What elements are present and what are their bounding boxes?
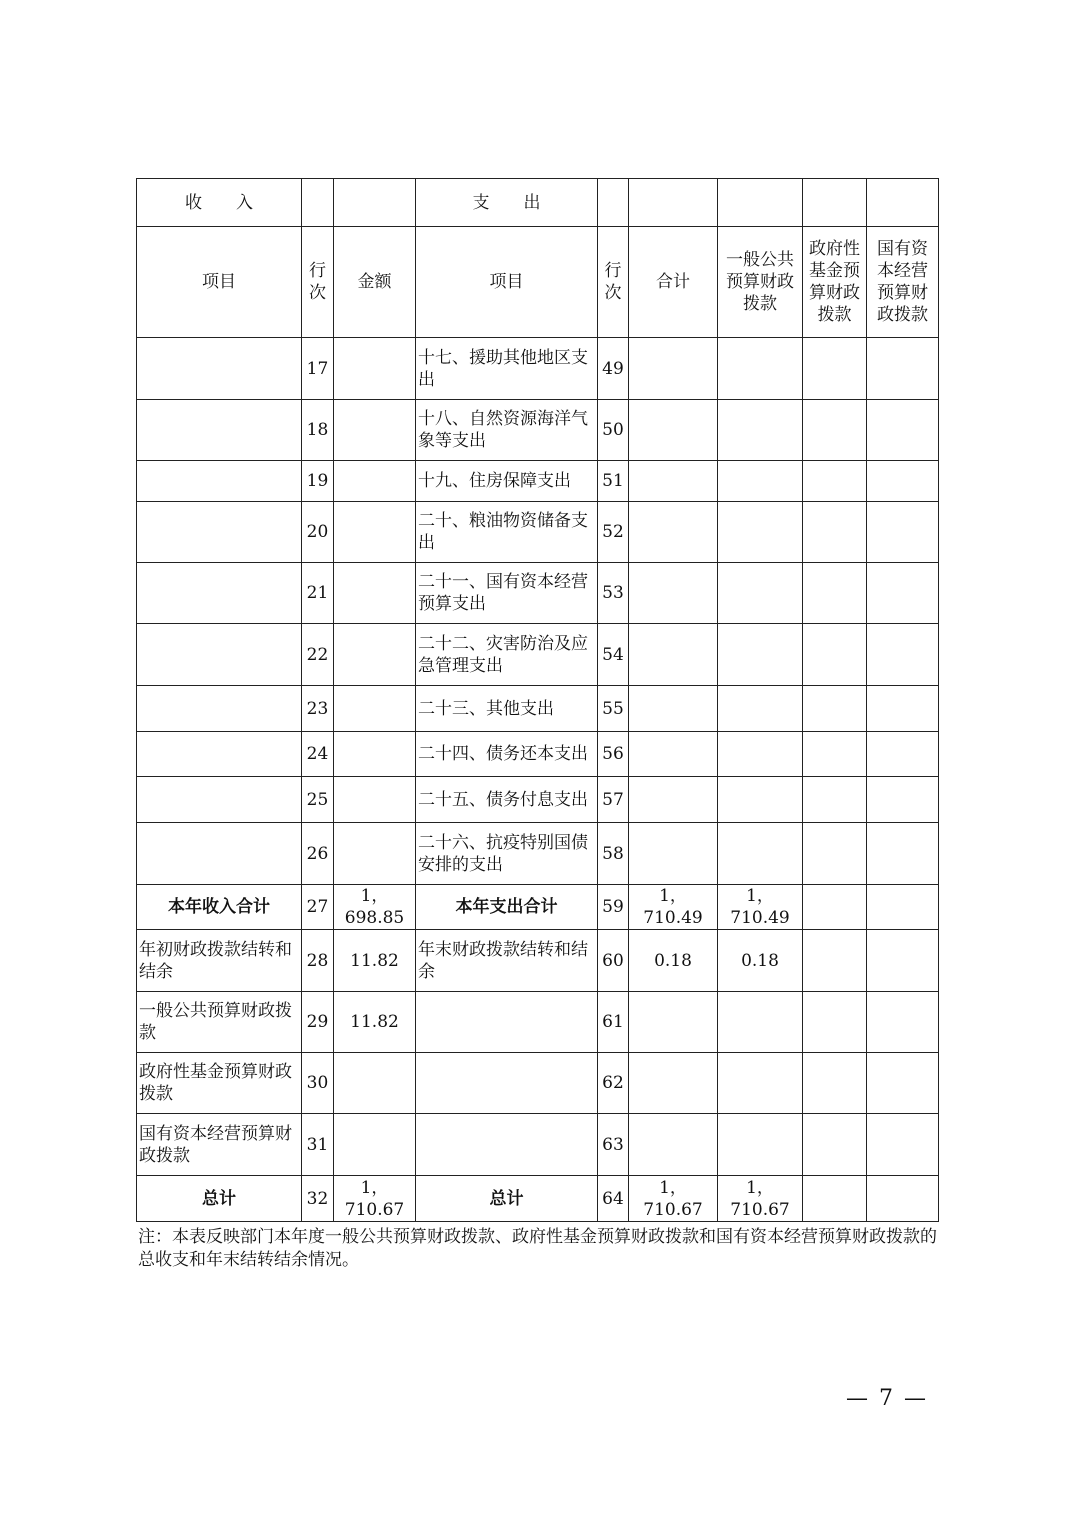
header-total: 合计 (629, 227, 718, 338)
state-capital-amount-cell (867, 992, 939, 1053)
state-capital-amount-cell (867, 563, 939, 624)
table-note: 注：本表反映部门本年度一般公共预算财政拨款、政府性基金预算财政拨款和国有资本经营预算财政拨款的总收支和年末结转结余情况。 (138, 1227, 937, 1270)
income-item-cell (137, 502, 302, 563)
header-income: 收 入 (137, 179, 302, 227)
fund-budget-amount-cell (803, 1176, 867, 1222)
header-blank-2 (334, 179, 416, 227)
header-fund-budget: 政府性 基金预 算财政 拨款 (803, 227, 867, 338)
income-line-no-cell: 20 (302, 502, 334, 563)
fund-budget-amount-cell (803, 777, 867, 823)
header-blank-6 (803, 179, 867, 227)
income-amount-cell (334, 823, 416, 885)
general-budget-amount-cell: 1，710.67 (718, 1176, 803, 1222)
state-capital-amount-cell (867, 1053, 939, 1114)
fund-budget-amount-cell (803, 1114, 867, 1176)
expense-total-cell (629, 732, 718, 777)
fund-budget-amount-cell (803, 686, 867, 732)
income-amount-cell: 1，710.67 (334, 1176, 416, 1222)
expense-total-cell (629, 461, 718, 502)
table-row (137, 885, 939, 930)
expense-item-cell (416, 992, 598, 1053)
page-number: — 7 — (846, 1386, 928, 1411)
expense-total-cell: 1，710.67 (629, 1176, 718, 1222)
expense-total-cell (629, 992, 718, 1053)
expense-item-cell: 二十、粮油物资储备支出 (416, 502, 598, 563)
general-budget-amount-cell (718, 732, 803, 777)
header-blank-5 (718, 179, 803, 227)
fund-budget-amount-cell (803, 338, 867, 400)
expense-item-cell (416, 1114, 598, 1176)
expense-item-cell: 十八、自然资源海洋气象等支出 (416, 400, 598, 461)
table-row (137, 930, 939, 992)
general-budget-amount-cell (718, 624, 803, 686)
header-expense-item: 项目 (416, 227, 598, 338)
general-budget-amount-cell (718, 1114, 803, 1176)
state-capital-amount-cell (867, 777, 939, 823)
header-income-item: 项目 (137, 227, 302, 338)
expense-total-cell (629, 1114, 718, 1176)
expense-total-cell (629, 777, 718, 823)
table-row (137, 502, 939, 563)
income-line-no-cell: 27 (302, 885, 334, 930)
general-budget-amount-cell (718, 502, 803, 563)
expense-line-no-cell: 53 (598, 563, 629, 624)
income-item-cell (137, 338, 302, 400)
fund-budget-amount-cell (803, 1053, 867, 1114)
fund-budget-amount-cell (803, 624, 867, 686)
expense-total-cell (629, 563, 718, 624)
income-item-cell (137, 777, 302, 823)
income-amount-cell (334, 502, 416, 563)
expense-line-no-cell: 59 (598, 885, 629, 930)
expense-total-cell (629, 624, 718, 686)
table-row (137, 992, 939, 1053)
table-row (137, 400, 939, 461)
fund-budget-amount-cell (803, 502, 867, 563)
header-blank-7 (867, 179, 939, 227)
table-row (137, 823, 939, 885)
general-budget-amount-cell: 1，710.49 (718, 885, 803, 930)
state-capital-amount-cell (867, 686, 939, 732)
table-row (137, 732, 939, 777)
income-amount-cell (334, 338, 416, 400)
state-capital-amount-cell (867, 624, 939, 686)
expense-item-cell: 年末财政拨款结转和结余 (416, 930, 598, 992)
income-item-cell (137, 563, 302, 624)
expense-total-cell (629, 338, 718, 400)
expense-line-no-cell: 50 (598, 400, 629, 461)
income-line-no-cell: 32 (302, 1176, 334, 1222)
table-row (137, 461, 939, 502)
expense-line-no-cell: 49 (598, 338, 629, 400)
income-amount-cell: 11.82 (334, 930, 416, 992)
general-budget-amount-cell (718, 686, 803, 732)
state-capital-amount-cell (867, 1176, 939, 1222)
table-row (137, 624, 939, 686)
header-expense-line-no: 行 次 (598, 227, 629, 338)
header-general-budget: 一般公共 预算财政 拨款 (718, 227, 803, 338)
income-amount-cell (334, 461, 416, 502)
expense-line-no-cell: 55 (598, 686, 629, 732)
expense-item-cell: 二十六、抗疫特别国债安排的支出 (416, 823, 598, 885)
table-row (137, 1176, 939, 1222)
general-budget-amount-cell (718, 823, 803, 885)
table-row (137, 686, 939, 732)
expense-total-cell (629, 400, 718, 461)
expense-item-cell: 二十二、灾害防治及应急管理支出 (416, 624, 598, 686)
income-amount-cell (334, 732, 416, 777)
income-item-cell: 国有资本经营预算财政拨款 (137, 1114, 302, 1176)
expense-total-cell (629, 823, 718, 885)
income-amount-cell (334, 1114, 416, 1176)
income-line-no-cell: 29 (302, 992, 334, 1053)
income-amount-cell: 11.82 (334, 992, 416, 1053)
expense-total-cell (629, 502, 718, 563)
income-item-cell (137, 400, 302, 461)
income-line-no-cell: 17 (302, 338, 334, 400)
header-expense: 支 出 (416, 179, 598, 227)
expense-total-cell: 0.18 (629, 930, 718, 992)
fund-budget-amount-cell (803, 823, 867, 885)
income-item-cell: 一般公共预算财政拨款 (137, 992, 302, 1053)
income-amount-cell (334, 1053, 416, 1114)
income-line-no-cell: 19 (302, 461, 334, 502)
income-amount-cell (334, 624, 416, 686)
general-budget-amount-cell (718, 400, 803, 461)
header-row-1 (137, 179, 939, 227)
expense-item-cell (416, 1053, 598, 1114)
general-budget-amount-cell (718, 1053, 803, 1114)
expense-line-no-cell: 54 (598, 624, 629, 686)
general-budget-amount-cell: 0.18 (718, 930, 803, 992)
expense-line-no-cell: 58 (598, 823, 629, 885)
income-line-no-cell: 23 (302, 686, 334, 732)
expense-item-cell: 本年支出合计 (416, 885, 598, 930)
expense-item-cell: 十九、住房保障支出 (416, 461, 598, 502)
header-blank-1 (302, 179, 334, 227)
expense-line-no-cell: 63 (598, 1114, 629, 1176)
income-item-cell (137, 624, 302, 686)
general-budget-amount-cell (718, 992, 803, 1053)
income-amount-cell (334, 686, 416, 732)
state-capital-amount-cell (867, 823, 939, 885)
table-row (137, 563, 939, 624)
expense-item-cell: 总计 (416, 1176, 598, 1222)
income-item-cell: 总计 (137, 1176, 302, 1222)
income-line-no-cell: 28 (302, 930, 334, 992)
expense-line-no-cell: 61 (598, 992, 629, 1053)
expense-item-cell: 二十四、债务还本支出 (416, 732, 598, 777)
fund-budget-amount-cell (803, 400, 867, 461)
fund-budget-amount-cell (803, 461, 867, 502)
income-line-no-cell: 31 (302, 1114, 334, 1176)
header-income-line-no: 行 次 (302, 227, 334, 338)
income-line-no-cell: 18 (302, 400, 334, 461)
income-amount-cell (334, 777, 416, 823)
state-capital-amount-cell (867, 461, 939, 502)
fund-budget-amount-cell (803, 563, 867, 624)
state-capital-amount-cell (867, 338, 939, 400)
expense-total-cell (629, 1053, 718, 1114)
state-capital-amount-cell (867, 502, 939, 563)
income-line-no-cell: 22 (302, 624, 334, 686)
income-item-cell (137, 461, 302, 502)
income-item-cell: 政府性基金预算财政拨款 (137, 1053, 302, 1114)
expense-line-no-cell: 52 (598, 502, 629, 563)
expense-line-no-cell: 62 (598, 1053, 629, 1114)
table-row (137, 1114, 939, 1176)
expense-line-no-cell: 57 (598, 777, 629, 823)
income-item-cell: 年初财政拨款结转和结余 (137, 930, 302, 992)
state-capital-amount-cell (867, 732, 939, 777)
fund-budget-amount-cell (803, 732, 867, 777)
table-row (137, 338, 939, 400)
table-row (137, 777, 939, 823)
income-amount-cell: 1，698.85 (334, 885, 416, 930)
fund-budget-amount-cell (803, 885, 867, 930)
income-amount-cell (334, 563, 416, 624)
income-line-no-cell: 26 (302, 823, 334, 885)
header-state-capital: 国有资 本经营 预算财 政拨款 (867, 227, 939, 338)
expense-line-no-cell: 64 (598, 1176, 629, 1222)
expense-line-no-cell: 60 (598, 930, 629, 992)
state-capital-amount-cell (867, 930, 939, 992)
expense-item-cell: 二十一、国有资本经营预算支出 (416, 563, 598, 624)
header-row-2 (137, 227, 939, 338)
expense-item-cell: 十七、援助其他地区支出 (416, 338, 598, 400)
state-capital-amount-cell (867, 1114, 939, 1176)
general-budget-amount-cell (718, 777, 803, 823)
header-blank-3 (598, 179, 629, 227)
expense-total-cell (629, 686, 718, 732)
general-budget-amount-cell (718, 563, 803, 624)
income-line-no-cell: 30 (302, 1053, 334, 1114)
general-budget-amount-cell (718, 338, 803, 400)
expense-item-cell: 二十五、债务付息支出 (416, 777, 598, 823)
income-item-cell: 本年收入合计 (137, 885, 302, 930)
income-line-no-cell: 25 (302, 777, 334, 823)
state-capital-amount-cell (867, 885, 939, 930)
income-item-cell (137, 732, 302, 777)
expense-item-cell: 二十三、其他支出 (416, 686, 598, 732)
income-line-no-cell: 21 (302, 563, 334, 624)
fund-budget-amount-cell (803, 930, 867, 992)
expense-line-no-cell: 56 (598, 732, 629, 777)
income-item-cell (137, 686, 302, 732)
fiscal-appropriation-table (136, 178, 939, 1222)
general-budget-amount-cell (718, 461, 803, 502)
expense-line-no-cell: 51 (598, 461, 629, 502)
header-amount: 金额 (334, 227, 416, 338)
income-amount-cell (334, 400, 416, 461)
fund-budget-amount-cell (803, 992, 867, 1053)
income-line-no-cell: 24 (302, 732, 334, 777)
state-capital-amount-cell (867, 400, 939, 461)
income-item-cell (137, 823, 302, 885)
table-row (137, 1053, 939, 1114)
header-blank-4 (629, 179, 718, 227)
expense-total-cell: 1，710.49 (629, 885, 718, 930)
